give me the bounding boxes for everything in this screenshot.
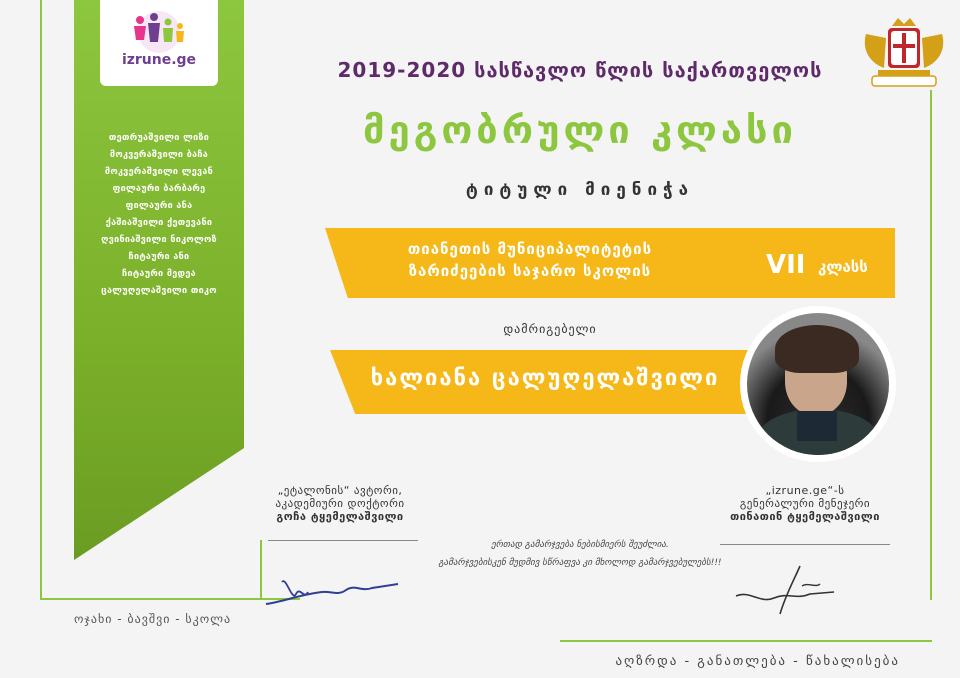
recipient-label: დამრიგებელი [503, 322, 597, 336]
family-figures-icon [122, 10, 196, 54]
izrune-logo[interactable] [100, 0, 218, 86]
participant-name: ფილაური ბარბარე [112, 184, 206, 194]
right-signatory [700, 484, 910, 523]
border-line-bottom-right [560, 640, 932, 642]
left-signature-line [268, 540, 418, 541]
left-signature-icon [262, 572, 402, 612]
class-grade: VII [766, 250, 806, 280]
school-municipality: თიანეთის მუნიციპალიტეტის [407, 240, 653, 258]
motto-family: ოჯახი - ბავშვი - სკოლა [74, 612, 232, 626]
school-name: ზარიძეების საჯარო სკოლის [408, 262, 652, 280]
left-signatory [240, 484, 440, 523]
right-signatory-title: „izrune.ge“-ს [765, 484, 845, 497]
participant-name: მოკვერაშვილი ბაჩა [109, 150, 209, 160]
right-signatory-role: გენერალური მენეჯერი [739, 497, 871, 510]
left-signatory-name: გოჩა ტყემელაშვილი [276, 510, 404, 523]
recipient-name: ხალიანა ცალუღელაშვილი [370, 366, 720, 391]
note-line1: ერთად გამარჯვება ნებისმიერს შეუძლია. [491, 540, 669, 550]
recipient-photo [747, 313, 889, 455]
left-signatory-title: „ეტალონის“ ავტორი, [277, 484, 403, 497]
border-line-top-left [40, 0, 42, 600]
participant-name: ჩიტაური მედეა [122, 269, 196, 279]
class-word: კლასს [818, 258, 868, 276]
award-title: ტიტული მიენიჭა [465, 180, 695, 200]
left-signatory-degree: აკადემიური დოქტორი [275, 497, 405, 510]
main-title: მეგობრული კლასი [363, 108, 797, 152]
participant-name: ღვინიაშვილი ნიკოლოზ [101, 235, 217, 245]
participant-name: ფილაური ანა [125, 201, 193, 211]
participant-name: ჩიტაური ანი [128, 252, 190, 262]
year-title: 2019-2020 სასწავლო წლის საქართველოს [337, 58, 823, 82]
motto-education: აღზრდა - განათლება - წახალისება [615, 654, 900, 669]
participant-name: თეთრუაშვილი ლიზი [108, 133, 210, 143]
border-line-right [930, 90, 932, 600]
participant-name: ცალუღელაშვილი თიკო [101, 286, 217, 296]
logo-text: izrune.ge [121, 52, 197, 68]
participant-name: მოკვერაშვილი ლევან [104, 167, 214, 177]
right-signature-line [720, 544, 890, 545]
coat-of-arms-icon [858, 14, 950, 94]
right-signatory-name: თინათინ ტყემელაშვილი [730, 510, 880, 523]
right-signature-icon [730, 560, 840, 620]
participants-list [86, 130, 232, 300]
note-line2: გამარჯვებისკენ მუდმივ სწრაფვა კი მხოლოდ გამარჯვებულებს!!! [438, 558, 722, 568]
participant-name: ქაშიაშვილი ქეთევანი [105, 218, 213, 228]
